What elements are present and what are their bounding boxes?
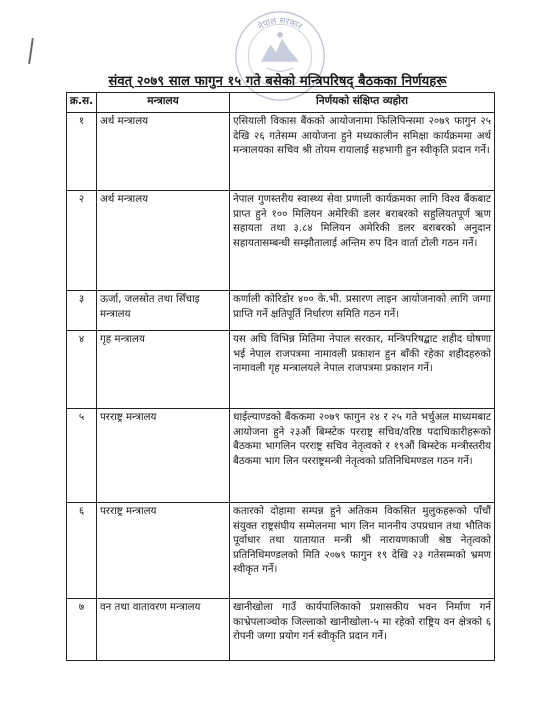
table-header-row [67, 93, 495, 113]
row-ministry: परराष्ट्र मन्त्रालय [97, 503, 230, 599]
row-details: नेपाल गुणस्तरीय स्वास्थ्य सेवा प्रणाली कार्यक्रमका लागि विश्व बैंकबाट प्राप्त हुने १०० मिलियन अमेरिकी डलर बराबरको सहुलियतपूर्ण ऋण सहायता तथा ३.८४ मिलियन अमेरिकी डलर बराबरको अनुदान सहायतासम्बन्धी सम्झौतालाई अन्तिम रुप दिन वार्ता टोली गठन गर्ने। [230, 191, 495, 291]
row-ministry: गृह मन्त्रालय [97, 331, 230, 409]
row-num: २ [67, 191, 97, 291]
decisions-table [66, 92, 495, 661]
svg-text:नेपाल सरकार [256, 16, 304, 32]
row-num: ४ [67, 331, 97, 409]
table-row [67, 291, 495, 331]
header-num: क्र.स. [67, 93, 97, 113]
row-num: ७ [67, 599, 97, 661]
row-details: खानीखोला गाउँ कार्यपालिकाको प्रशासकीय भवन निर्माण गर्न काभ्रेपलाञ्चोक जिल्लाको खानीखोला-५ मा रहेको राष्ट्रिय वन क्षेत्रको ६ रोपनी जग्गा प्रयोग गर्न स्वीकृति प्रदान गर्ने। [230, 599, 495, 661]
row-ministry: वन तथा वातावरण मन्त्रालय [97, 599, 230, 661]
row-ministry: ऊर्जा, जलस्रोत तथा सिँचाइ मन्त्रालय [97, 291, 230, 331]
table-row [67, 331, 495, 409]
row-details: कर्णाली कोरिडोर ४०० के.भी. प्रसारण लाइन आयोजनाको लागि जग्गा प्राप्ति गर्ने क्षतिपूर्ति निर्धारण समिति गठन गर्ने। [230, 291, 495, 331]
row-ministry: परराष्ट्र मन्त्रालय [97, 409, 230, 503]
table-row [67, 113, 495, 191]
row-details: कतारको दोहामा सम्पन्न हुने अतिकम विकसित मुलुकहरूको पाँचौं संयुक्त राष्ट्रसंघीय सम्मेलनमा भाग लिन माननीय उपप्रधान तथा भौतिक पूर्वाधार तथा यातायात मन्त्री श्री नारायणकाजी श्रेष्ठ नेतृत्वको प्रतिनिधिमण्डलको मिति २०७९ फागुन १९ देखि २३ गतेसम्मको भ्रमण स्वीकृत गर्ने। [230, 503, 495, 599]
margin-mark [28, 38, 34, 64]
row-ministry: अर्थ मन्त्रालय [97, 191, 230, 291]
row-num: ५ [67, 409, 97, 503]
seal-text: नेपाल सरकार [256, 16, 304, 33]
row-details: थाईल्याण्डको बैंककमा २०७९ फागुन २४ र २५ गते भर्चुअल माध्यमबाट आयोजना हुने २३औं बिम्स्टेक परराष्ट्र सचिव/वरिष्ठ पदाधिकारीहरूको बैठकमा भागलिन परराष्ट्र सचिव नेतृत्वको र १९औं बिम्स्टेक मन्त्रीस्तरीय बैठकमा भाग लिन परराष्ट्रमन्त्री नेतृत्वको प्रतिनिधिमण्डल गठन गर्ने। [230, 409, 495, 503]
row-ministry: अर्थ मन्त्रालय [97, 113, 230, 191]
page-title: संवत् २०७९ साल फागुन १५ गते बसेको मन्त्रिपरिषद् बैठकका निर्णयहरू [108, 74, 447, 89]
row-details: यस अघि विभिन्न मितिमा नेपाल सरकार, मन्त्रिपरिषद्बाट शहीद घोषणा भई नेपाल राजपत्रमा नामावली प्रकाशन हुन बाँकी रहेका शहीदहरुको नामावली गृह मन्त्रालयले नेपाल राजपत्रमा प्रकाशन गर्ने। [230, 331, 495, 409]
row-num: ६ [67, 503, 97, 599]
government-seal-icon [232, 8, 328, 104]
header-ministry: मन्त्रालय [97, 93, 230, 113]
row-details: एसियाली विकास बैंकको आयोजनामा फिलिपिन्समा २०७९ फागुन २५ देखि २६ गतेसम्म आयोजना हुने मध्यकालीन समिक्षा कार्यक्रममा अर्थ मन्त्रालयका सचिव श्री तोयम रायालाई सहभागी हुन स्वीकृति प्रदान गर्ने। [230, 113, 495, 191]
row-num: ३ [67, 291, 97, 331]
table-row [67, 409, 495, 503]
header-details: निर्णयको संक्षिप्त व्यहोरा [230, 93, 495, 113]
row-num: १ [67, 113, 97, 191]
table-row [67, 599, 495, 661]
table-row [67, 191, 495, 291]
table-row [67, 503, 495, 599]
